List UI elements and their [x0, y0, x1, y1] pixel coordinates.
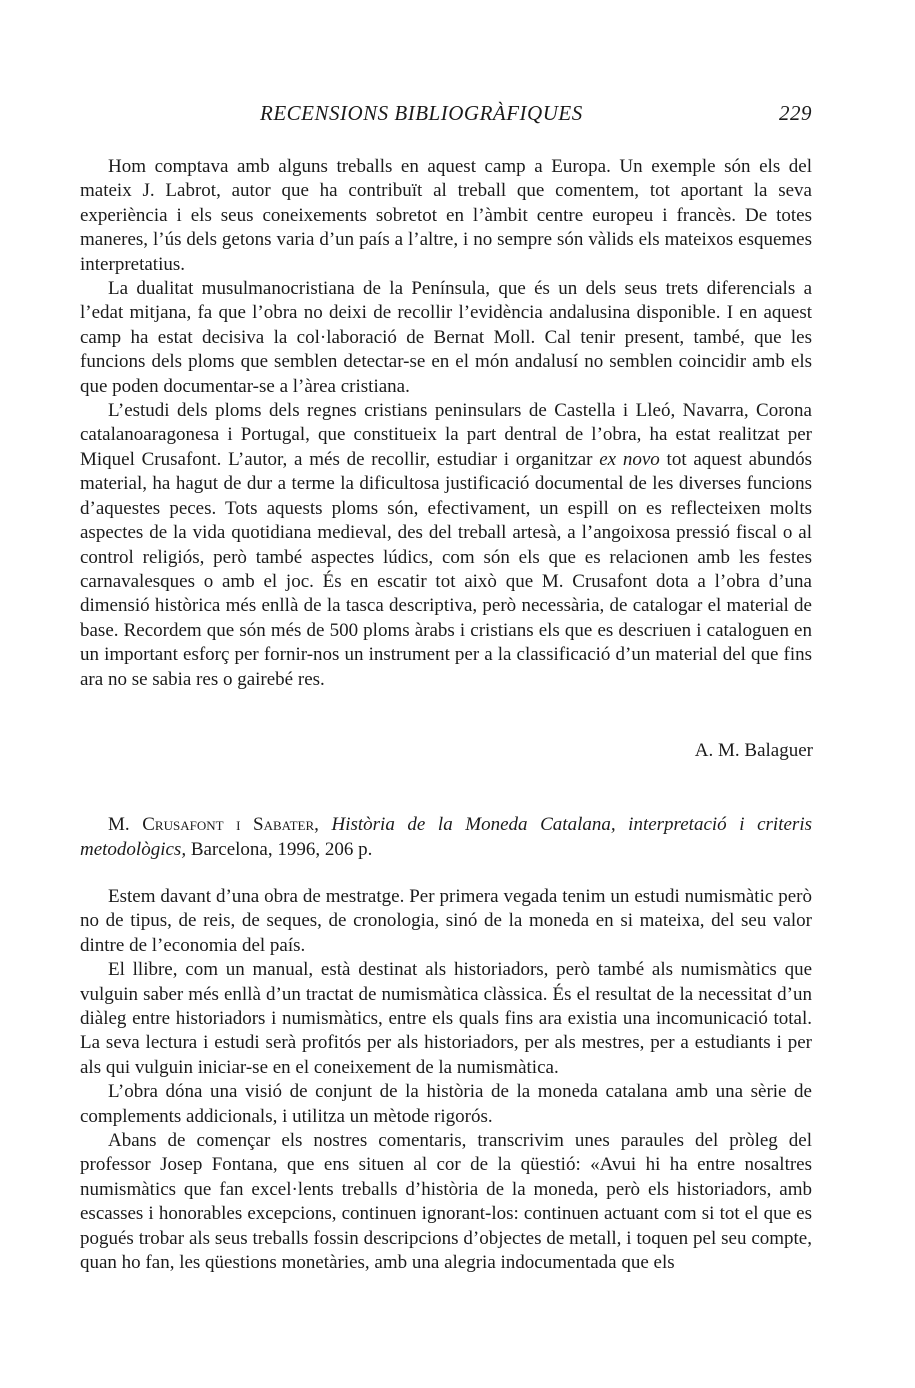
- italic-phrase: ex novo: [599, 448, 660, 470]
- author-surname: Crusafont i Sabater: [142, 814, 315, 835]
- book-citation: [80, 813, 812, 862]
- book-title: Història de la Moneda Catalana, interpretació i criteris metodològics,: [80, 814, 812, 860]
- paragraph: Abans de començar els nostres comentaris, transcrivim unes paraules del pròleg del professor Josep Fontana, que ens situen al cor de la qüestió: «Avui hi ha entre nosaltres numismàtics que fan excel·lents treballs d’història de la moneda, però els historiadors, amb escasses i honorables excepcions, continuen ignorant-los: continuen actuant com si tot el que es pogués trobar als seus treballs fossin descripcions d’objectes de metall, i toquen pel seu compte, quan ho fan, les qüestions monetàries, amb una alegria indocumentada que els: [80, 1130, 812, 1274]
- review-1-body: [80, 155, 812, 692]
- page-number: 229: [779, 101, 812, 125]
- paragraph: Hom comptava amb alguns treballs en aquest camp a Europa. Un exemple són els del mateix J. Labrot, autor que ha contribuït al treball que comentem, tot aportant la seva experiència i els seus coneixements sobretot en l’àmbit centre europeu i francès. De totes maneres, l’ús dels getons varia d’un país a l’altre, i no sempre són vàlids els mateixos esquemes interpretatius.: [80, 156, 812, 275]
- citation-separator: ,: [314, 814, 332, 835]
- paragraph: Estem davant d’una obra de mestratge. Per primera vegada tenim un estudi numismàtic però no de tipus, de reis, de seques, de cronologia, sinó de la moneda en si mateixa, del seu valor dintre de l’economia del país.: [80, 886, 812, 956]
- text-run: tot aquest abundós material, ha hagut de dur a terme la dificultosa justificació documental de les diverses funcions d’aquestes peces. Tots aquests ploms són, efectivament, un espill on es reflecteixen molts aspectes de la vida quotidiana medieval, des del treball artesà, a l’angoixosa pressió fiscal o al control religiós, però també aspectes lúdics, com són els que es relacionen amb les festes carnavalesques o amb el joc. És en escatir tot això que M. Crusafont dota a l’obra d’una dimensió històrica més enllà de la tasca descriptiva, però necessària, de catalogar el material de base. Recordem que són més de 500 ploms àrabs i cristians els que es descriuen i cataloguen en un important esforç per fornir-nos un instrument per a la classificació d’un material del que fins ara no se sabia res o gairebé res.: [80, 448, 812, 690]
- author-initial: M.: [108, 814, 143, 835]
- paragraph: L’obra dóna una visió de conjunt de la història de la moneda catalana amb una sèrie de complements addicionals, i utilitza un mètode rigorós.: [80, 1081, 812, 1127]
- reviewer-signature: A. M. Balaguer: [694, 740, 813, 761]
- running-header: [80, 101, 812, 131]
- publication-info: Barcelona, 1996, 206 p.: [186, 838, 373, 860]
- paragraph: La dualitat musulmanocristiana de la Península, que és un dels seus trets diferencials a l’edat mitjana, fa que l’obra no deixi de recollir l’evidència andalusina disponible. I en aquest camp ha estat decisiva la col·laboració de Bernat Moll. Cal tenir present, també, que les funcions dels ploms que semblen detectar-se en el món andalusí no semblen coincidir amb els que poden documentar-se a l’àrea cristiana.: [80, 278, 812, 397]
- review-2-body: [80, 885, 812, 1276]
- section-title: RECENSIONS BIBLIOGRÀFIQUES: [260, 101, 583, 125]
- paragraph: El llibre, com un manual, està destinat als historiadors, però també als numismàtics que vulguin saber més enllà d’un tractat de numismàtica clàssica. És el resultat de la necessitat d’un diàleg entre historiadors i numismàtics, entre els quals fins ara existia una incomunicació total. La seva lectura i estudi serà profitós per als historiadors, per als mestres, per a estudiants i per als qui vulguin iniciar-se en el coneixement de la numismàtica.: [80, 959, 812, 1078]
- paragraph: [80, 399, 812, 692]
- text-run: L’estudi dels ploms dels regnes cristians peninsulars de Castella i Lleó, Navarra, Corona catalanoaragonesa i Portugal, que constitueix la part dentral de l’obra, ha estat realitzat per Miquel Crusafont. L’autor, a més de recollir, estudiar i organitzar: [80, 400, 812, 470]
